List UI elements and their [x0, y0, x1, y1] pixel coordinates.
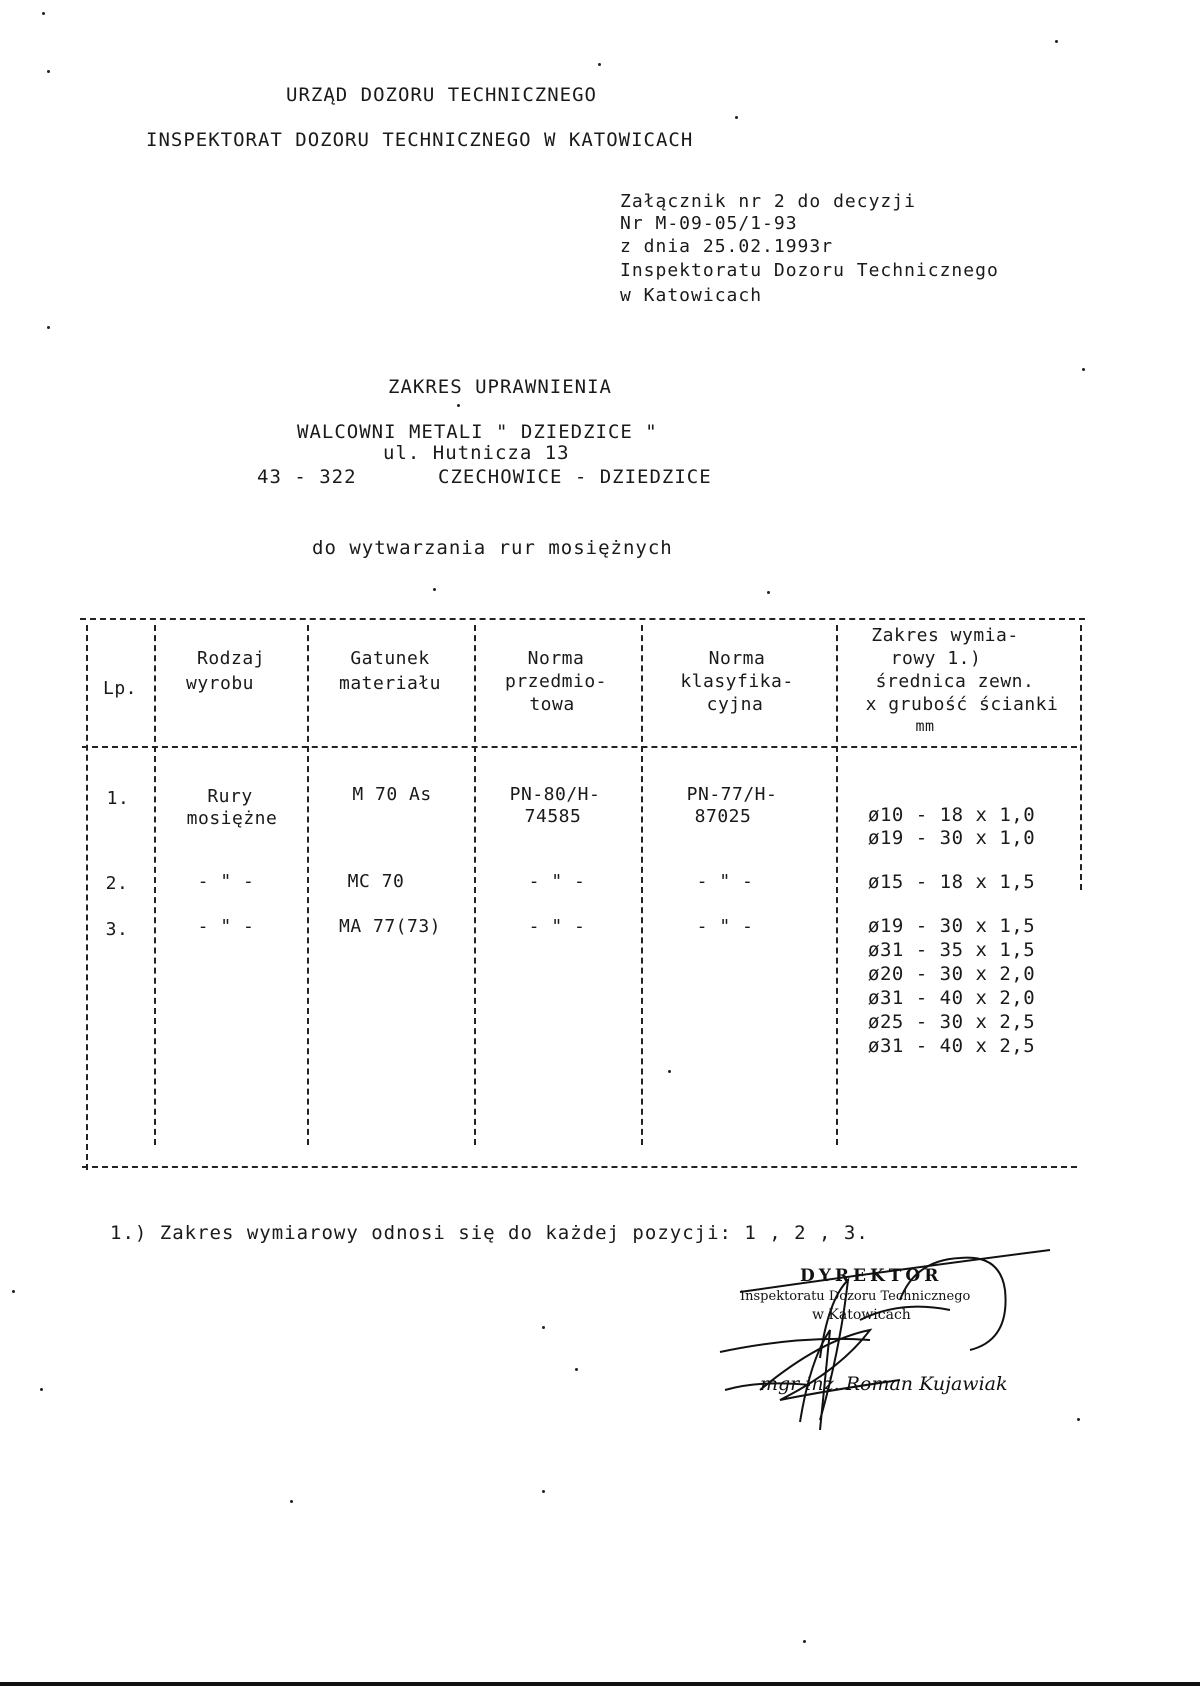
- table-top-rule: [80, 618, 1085, 620]
- director-name: mgr inż. Roman Kujawiak: [760, 1373, 1008, 1395]
- table-col-border: [86, 625, 88, 1170]
- scope-purpose: do wytwarzania rur mosiężnych: [312, 537, 673, 559]
- table-col-border: [1080, 625, 1082, 890]
- scan-speck: [668, 1070, 671, 1073]
- header-range: x grubość ścianki: [865, 694, 1059, 715]
- decision-number: Nr M-09-05/1-93: [620, 213, 798, 234]
- inspectorate-name: INSPEKTORAT DOZORU TECHNICZNEGO W KATOWICACH: [146, 129, 694, 151]
- row-range: ø31 - 40 x 2,0: [868, 987, 1036, 1009]
- stamp-city: w Katowicach: [812, 1307, 911, 1323]
- header-range: średnica zewn.: [875, 671, 1035, 692]
- decision-date: z dnia 25.02.1993r: [620, 236, 834, 257]
- attachment-line: Załącznik nr 2 do decyzji: [620, 191, 916, 212]
- attachment-line: w Katowicach: [620, 285, 763, 306]
- scan-speck: [542, 1326, 545, 1329]
- table-header-rule: [82, 746, 1077, 748]
- row-product: - " -: [197, 871, 255, 892]
- scan-speck: [47, 70, 50, 73]
- scan-speck: [575, 1368, 578, 1371]
- row-range: ø31 - 35 x 1,5: [868, 939, 1036, 961]
- scan-speck: [40, 1388, 43, 1391]
- row-material: M 70 As: [352, 784, 432, 805]
- scan-speck: [1055, 40, 1058, 43]
- row-material: MA 77(73): [338, 916, 442, 937]
- table-col-border: [474, 625, 476, 1145]
- table-col-border: [154, 625, 156, 1145]
- row-norm-subject: PN-80/H-: [509, 784, 601, 805]
- row-material: MC 70: [347, 871, 405, 892]
- header-norm-class: cyjna: [706, 694, 764, 715]
- row-range: ø20 - 30 x 2,0: [868, 963, 1036, 985]
- row-range: ø15 - 18 x 1,5: [868, 871, 1036, 893]
- row-range: ø31 - 40 x 2,5: [868, 1035, 1036, 1057]
- scan-speck: [290, 1500, 293, 1503]
- row-product: mosiężne: [186, 808, 278, 829]
- header-range: Zakres wymia-: [871, 625, 1019, 646]
- header-norm-class: klasyfika-: [680, 671, 794, 692]
- row-lp: 2.: [105, 873, 129, 894]
- company-postcode: 43 - 322: [257, 466, 357, 488]
- header-norm-class: Norma: [708, 648, 766, 669]
- office-name: URZĄD DOZORU TECHNICZNEGO: [286, 84, 597, 106]
- table-col-border: [307, 625, 309, 1145]
- scope-title: ZAKRES UPRAWNIENIA: [388, 376, 612, 398]
- header-range: mm: [915, 717, 935, 735]
- company-city: CZECHOWICE - DZIEDZICE: [438, 466, 712, 488]
- row-range: ø10 - 18 x 1,0: [868, 804, 1036, 826]
- scan-speck: [803, 1640, 806, 1643]
- scan-speck: [42, 12, 45, 15]
- header-norm-subject: Norma: [527, 648, 585, 669]
- header-lp: Lp.: [102, 678, 138, 699]
- header-product: Rodzaj: [196, 648, 266, 669]
- attachment-line: Inspektoratu Dozoru Technicznego: [620, 260, 999, 281]
- header-material: Gatunek: [350, 648, 430, 669]
- scan-speck: [12, 1290, 15, 1293]
- scan-speck: [1077, 1418, 1080, 1421]
- row-norm-class: PN-77/H-: [686, 784, 778, 805]
- row-norm-subject: 74585: [524, 806, 582, 827]
- row-product: Rury: [207, 786, 253, 807]
- stamp-inspectorate: Inspektoratu Dozoru Technicznego: [740, 1289, 971, 1304]
- header-material: materiału: [338, 673, 442, 694]
- company-street: ul. Hutnicza 13: [383, 442, 570, 464]
- scan-speck: [433, 588, 436, 591]
- header-range: rowy 1.): [890, 648, 982, 669]
- header-norm-subject: przedmio-: [504, 671, 608, 692]
- table-col-border: [836, 625, 838, 1145]
- scan-speck: [767, 591, 770, 594]
- row-range: ø19 - 30 x 1,0: [868, 827, 1036, 849]
- header-norm-subject: towa: [529, 694, 575, 715]
- table-col-border: [641, 625, 643, 1145]
- scan-speck: [598, 63, 601, 66]
- stamp-title: DYREKTOR: [800, 1266, 943, 1286]
- row-lp: 1.: [106, 788, 130, 809]
- row-norm-subject: - " -: [528, 916, 586, 937]
- header-product: wyrobu: [185, 673, 255, 694]
- scan-speck: [47, 326, 50, 329]
- row-range: ø19 - 30 x 1,5: [868, 915, 1036, 937]
- scan-speck: [457, 404, 460, 407]
- scan-speck: [735, 116, 738, 119]
- row-norm-class: - " -: [696, 916, 754, 937]
- row-product: - " -: [197, 916, 255, 937]
- page-bottom-rule: [0, 1682, 1200, 1686]
- company-name: WALCOWNI METALI " DZIEDZICE ": [297, 421, 658, 443]
- table-bottom-rule: [82, 1166, 1077, 1168]
- row-lp: 3.: [105, 919, 129, 940]
- scan-speck: [1082, 368, 1085, 371]
- scan-speck: [542, 1490, 545, 1493]
- footnote: 1.) Zakres wymiarowy odnosi się do każdej pozycji: 1 , 2 , 3.: [110, 1222, 869, 1244]
- row-norm-class: 87025: [694, 806, 752, 827]
- row-range: ø25 - 30 x 2,5: [868, 1011, 1036, 1033]
- row-norm-subject: - " -: [528, 871, 586, 892]
- row-norm-class: - " -: [696, 871, 754, 892]
